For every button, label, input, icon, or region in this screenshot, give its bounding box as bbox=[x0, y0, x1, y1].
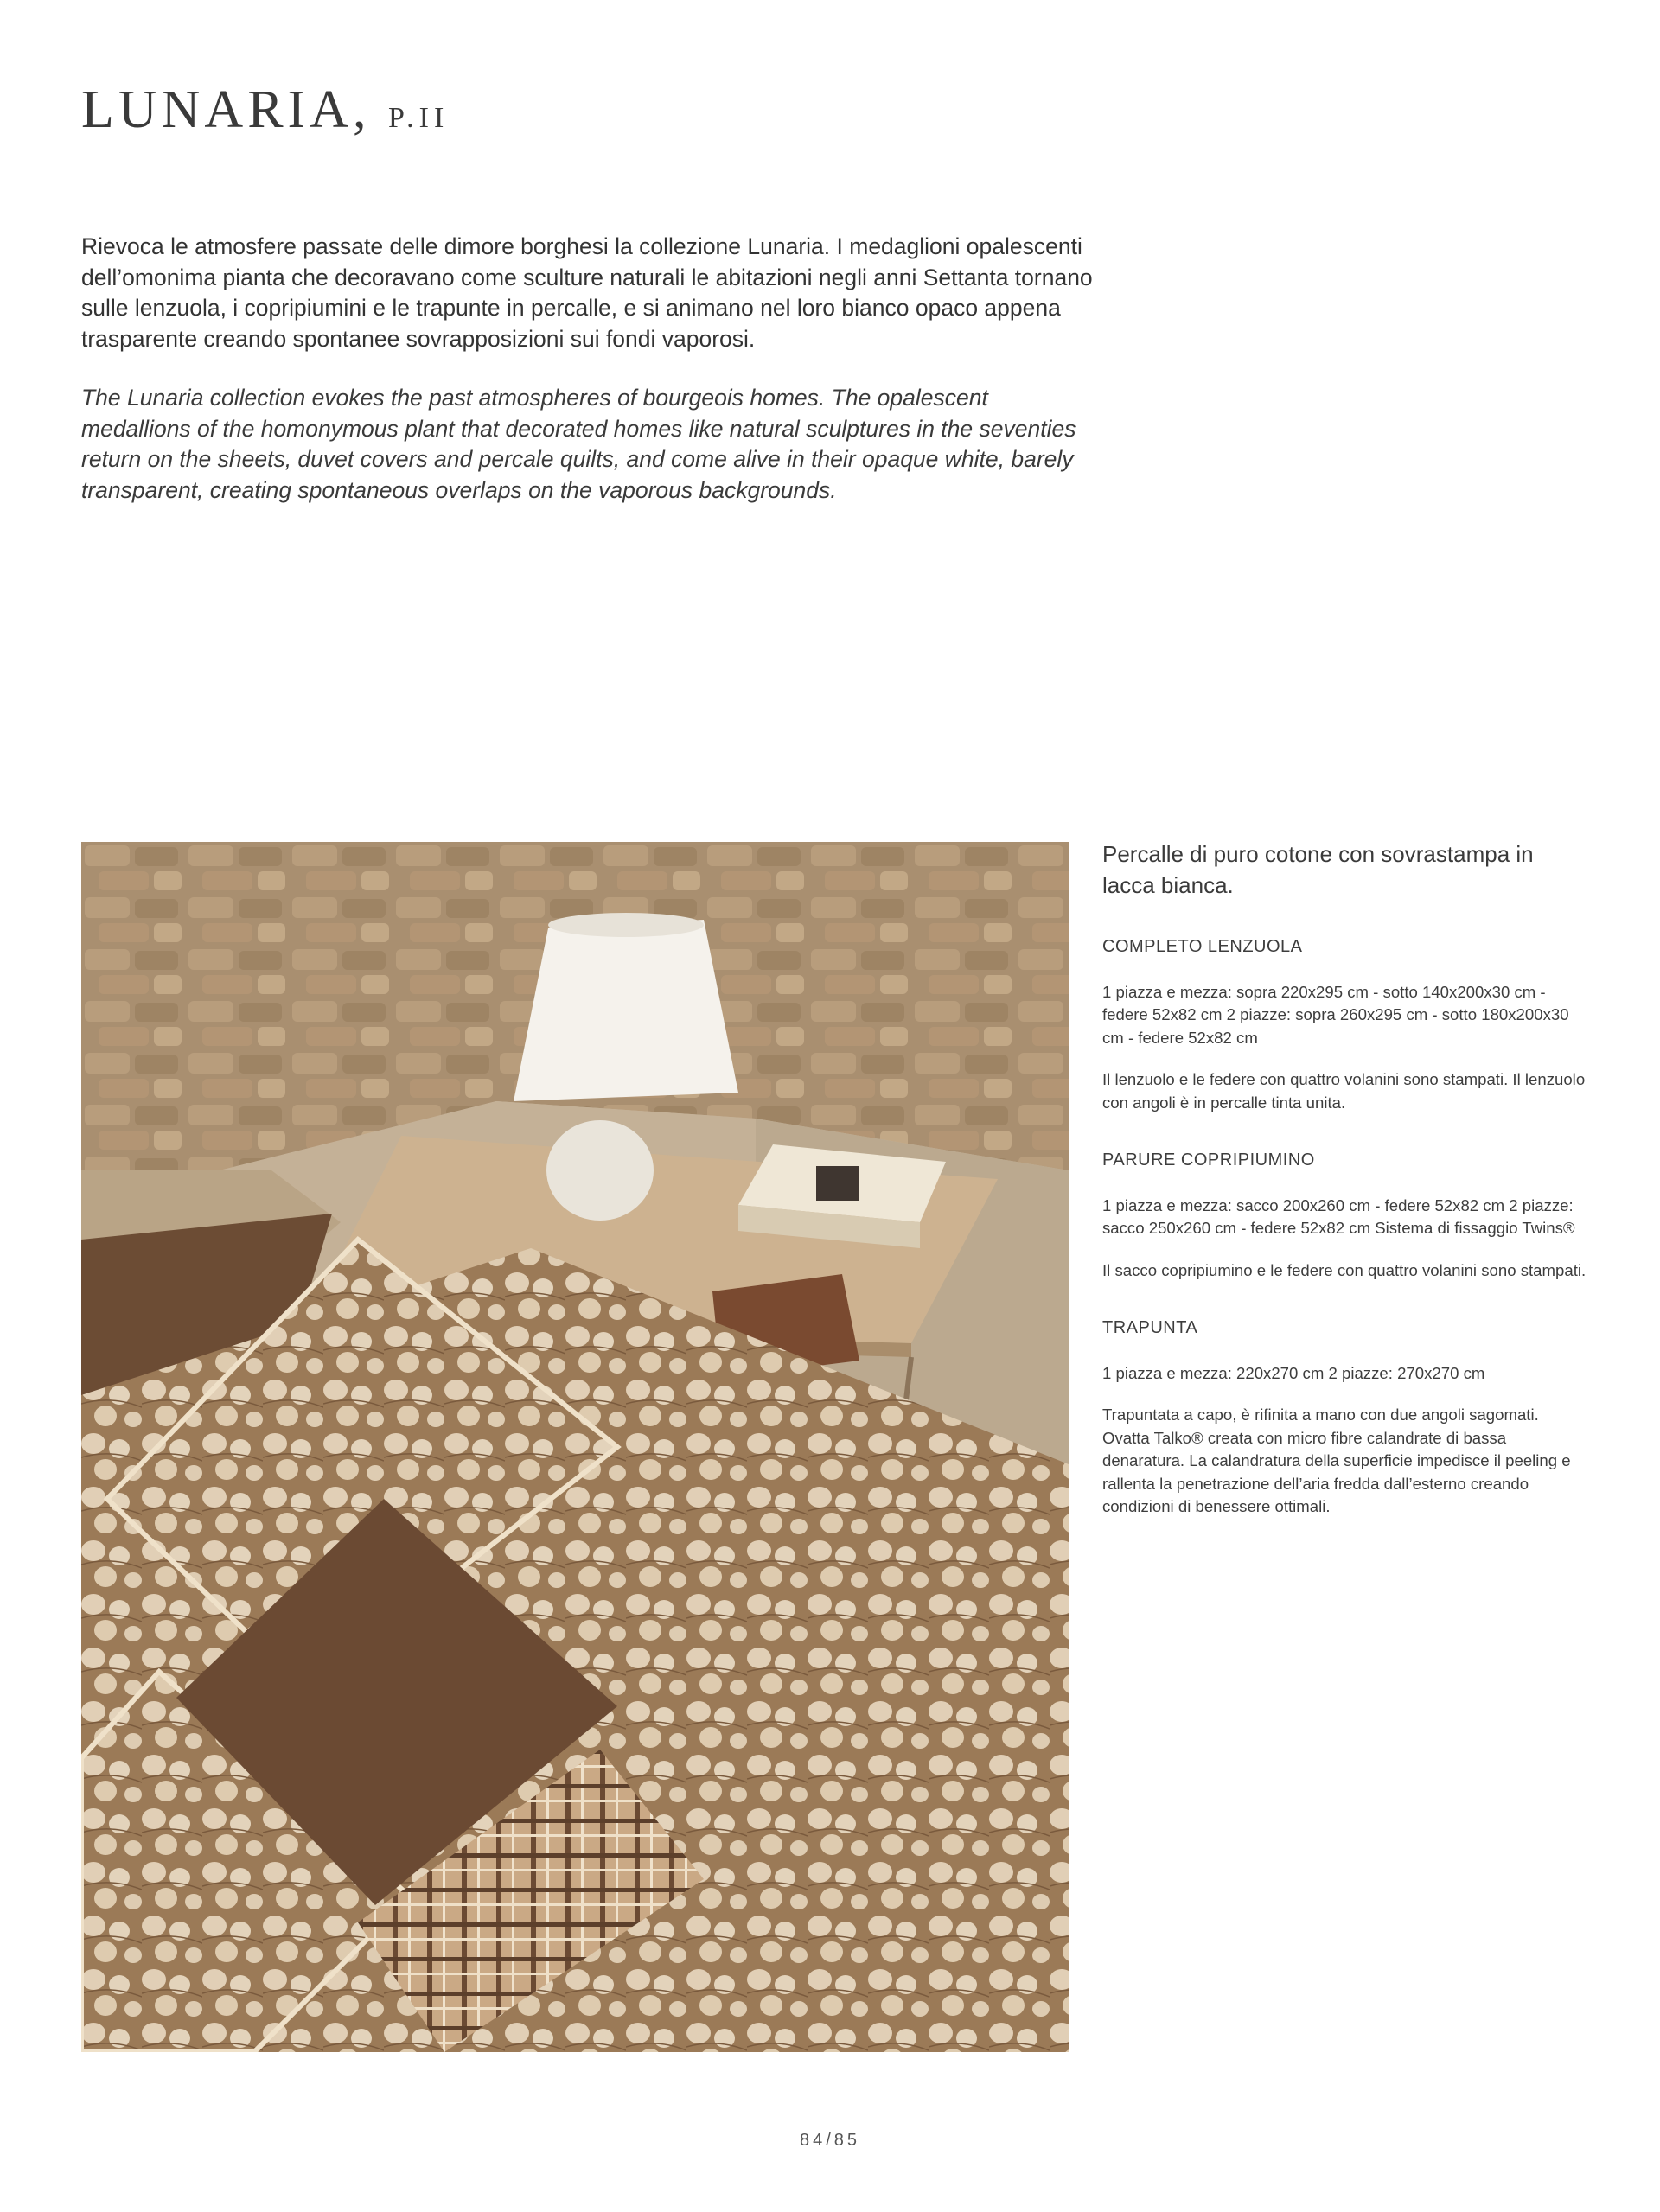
section-heading: COMPLETO LENZUOLA bbox=[1102, 937, 1303, 956]
intro-italian: Rievoca le atmosfere passate delle dimore borghesi la collezione Lunaria. I medaglioni opalescenti dell’omonima pianta che decoravano come sculture naturali le abitazioni negli anni Settanta tornano sulle lenzuola, i copripiumini e le trapunte in percalle, e si animano nel loro bianco opaco appena trasparente creando spontanee sovrapposizioni sui fondi vaporosi. bbox=[81, 233, 1093, 352]
section-sizes: 1 piazza e mezza: sopra 220x295 cm - sotto 140x200x30 cm - federe 52x82 cm 2 piazze: sopra 260x295 cm - sotto 180x200x30 cm - federe 52x82 cm bbox=[1102, 982, 1569, 1047]
section-heading: TRAPUNTA bbox=[1102, 1318, 1198, 1337]
product-lead: Percalle di puro cotone con sovrastampa in lacca bianca. bbox=[1102, 841, 1534, 898]
page-number: 84/85 bbox=[799, 2131, 861, 2150]
section-trapunta bbox=[1102, 1316, 1587, 1519]
bedroom-illustration bbox=[81, 842, 1069, 2052]
section-parure-copripiumino bbox=[1102, 1149, 1587, 1282]
section-note: Trapuntata a capo, è rifinita a mano con due angoli sagomati. Ovatta Talko® creata con micro fibre calandrate di bassa denaratura. La calandratura della superficie impedisce il peeling e rallenta la penetrazione dell’aria fredda dall’esterno creando condizioni di benessere ottimali. bbox=[1102, 1406, 1571, 1515]
bedroom-photo bbox=[81, 842, 1069, 2052]
section-note: Il sacco copripiumino e le federe con quattro volanini sono stampati. bbox=[1102, 1260, 1587, 1279]
section-note: Il lenzuolo e le federe con quattro volanini sono stampati. Il lenzuolo con angoli è in percalle tinta unita. bbox=[1102, 1070, 1586, 1112]
section-sizes: 1 piazza e mezza: sacco 200x260 cm - federe 52x82 cm 2 piazze: sacco 250x260 cm - federe 52x82 cm Sistema di fissaggio Twins® bbox=[1102, 1195, 1575, 1237]
lamp-base bbox=[546, 1120, 654, 1221]
lamp-shade bbox=[514, 920, 738, 1101]
product-details bbox=[1102, 838, 1587, 1553]
collection-name: LUNARIA, bbox=[81, 80, 371, 139]
page-title bbox=[81, 80, 449, 141]
section-completo-lenzuola bbox=[1102, 935, 1587, 1114]
page-ref: P.II bbox=[387, 102, 450, 134]
section-sizes: 1 piazza e mezza: 220x270 cm 2 piazze: 270x270 cm bbox=[1102, 1363, 1485, 1382]
intro-text bbox=[81, 232, 1093, 506]
section-heading: PARURE COPRIPIUMINO bbox=[1102, 1151, 1315, 1170]
intro-english: The Lunaria collection evokes the past atmospheres of bourgeois homes. The opalescent medallions of the homonymous plant that decorated homes like natural sculptures in the seventies return on the sheets, duvet covers and percale quilts, and come alive in their opaque white, barely transparent, creating spontaneous overlaps on the vaporous backgrounds. bbox=[81, 385, 1076, 503]
